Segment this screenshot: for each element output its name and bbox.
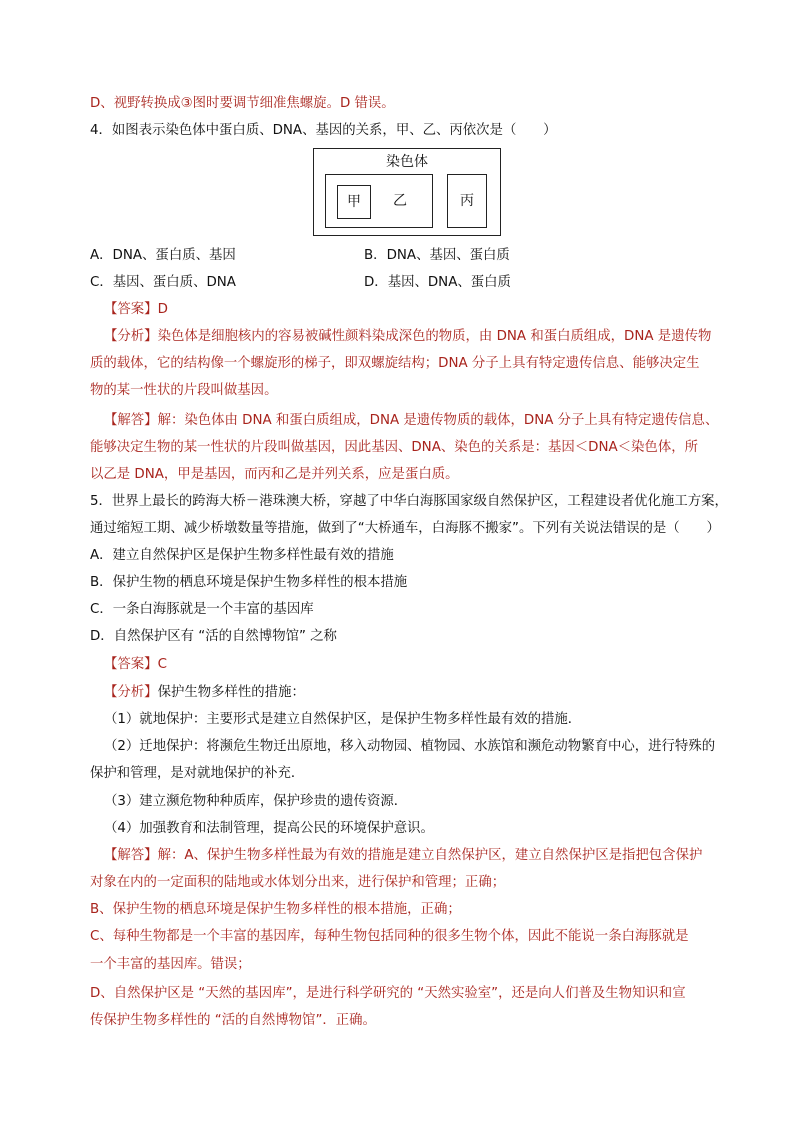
q5-solution-line-3: B、保护生物的栖息环境是保护生物多样性的根本措施，正确； bbox=[90, 902, 461, 917]
q5-solution-line-4: C、每种生物都是一个丰富的基因库，每种生物包括同种的很多生物个体，因此不能说一条白海豚就是 bbox=[90, 929, 689, 944]
q5-analysis-text-1: 保护生物多样性的措施： bbox=[157, 685, 305, 700]
q4-answer bbox=[104, 300, 168, 320]
q4-option-c: C．基因、蛋白质、DNA bbox=[90, 275, 236, 290]
q4-solution-line-1 bbox=[104, 411, 718, 431]
prev-option-d: D、视野转换成③图时要调节细准焦螺旋。D 错误。 bbox=[90, 96, 395, 111]
q5-analysis-point-2: （2）迁地保护：将濒危生物迁出原地，移入动物园、植物园、水族馆和濒危动物繁育中心，进行特殊的 bbox=[104, 739, 716, 754]
q5-analysis-point-1: （1）就地保护：主要形式是建立自然保护区，是保护生物多样性最有效的措施． bbox=[104, 712, 582, 727]
q4-option-a: A．DNA、蛋白质、基因 bbox=[90, 248, 236, 263]
q4-analysis-line-2: 质的载体，它的结构像一个螺旋形的梯子，即双螺旋结构；DNA 分子上具有特定遗传信息、能够决定生 bbox=[90, 356, 700, 371]
q4-answer-tag: 【答案】 bbox=[104, 302, 158, 317]
q5-answer bbox=[104, 655, 167, 675]
q5-answer-value: C bbox=[157, 657, 167, 672]
q5-analysis-point-4: （4）加强教育和法制管理，提高公民的环境保护意识。 bbox=[104, 821, 434, 836]
q5-stem-line-1: 5．世界上最长的跨海大桥－港珠澳大桥，穿越了中华白海豚国家级自然保护区，工程建设者优化施工方案， bbox=[90, 494, 728, 509]
q4-option-b: B．DNA、基因、蛋白质 bbox=[364, 248, 510, 263]
q5-solution-tag: 【解答】 bbox=[104, 848, 158, 863]
q4-analysis-line-1 bbox=[104, 327, 711, 347]
q4-option-d: D．基因、DNA、蛋白质 bbox=[364, 275, 511, 290]
q5-answer-tag: 【答案】 bbox=[104, 657, 158, 672]
q5-analysis-point-3: （3）建立濒危物种种质库，保护珍贵的遗传资源． bbox=[104, 794, 408, 809]
diagram-box-yi bbox=[325, 174, 433, 228]
q5-solution-line-6: D、自然保护区是 “天然的基因库”，是进行科学研究的 “天然实验室”，还是向人们普及生物知识和宣 bbox=[90, 986, 686, 1001]
diagram-box-jia: 甲 bbox=[337, 185, 371, 219]
q5-analysis-line-1 bbox=[104, 683, 305, 703]
q5-solution-text-1: 解：A、保护生物多样性最为有效的措施是建立自然保护区，建立自然保护区是指把包含保护 bbox=[157, 848, 703, 863]
q5-analysis-point-2-cont: 保护和管理，是对就地保护的补充． bbox=[90, 766, 305, 781]
q5-solution-line-5: 一个丰富的基因库。错误； bbox=[90, 957, 251, 972]
chromosome-diagram bbox=[313, 148, 501, 236]
diagram-title-chromosome: 染色体 bbox=[386, 154, 428, 170]
q5-option-b: B．保护生物的栖息环境是保护生物多样性的根本措施 bbox=[90, 575, 408, 590]
q4-stem: 4．如图表示染色体中蛋白质、DNA、基因的关系，甲、乙、丙依次是（ ） bbox=[90, 123, 557, 138]
q4-solution-text-1: 解：染色体由 DNA 和蛋白质组成，DNA 是遗传物质的载体，DNA 分子上具有特定遗传信息、 bbox=[157, 413, 719, 428]
q4-solution-line-2: 能够决定生物的某一性状的片段叫做基因，因此基因、DNA、染色的关系是：基因＜DNA＜染色体，所 bbox=[90, 440, 698, 455]
q5-solution-line-7: 传保护生物多样性的 “活的自然博物馆”．正确。 bbox=[90, 1013, 376, 1028]
q5-option-c: C．一条白海豚就是一个丰富的基因库 bbox=[90, 602, 314, 617]
diagram-label-yi: 乙 bbox=[393, 193, 407, 209]
q4-solution-tag: 【解答】 bbox=[104, 413, 158, 428]
q4-solution-line-3: 以乙是 DNA，甲是基因，而丙和乙是并列关系，应是蛋白质。 bbox=[90, 467, 459, 482]
q5-solution-line-1 bbox=[104, 846, 702, 866]
q5-stem-line-2: 通过缩短工期、减少桥墩数量等措施，做到了“大桥通车，白海豚不搬家”。下列有关说法错误的是（ ） bbox=[90, 521, 720, 536]
q5-solution-line-2: 对象在内的一定面积的陆地或水体划分出来，进行保护和管理；正确； bbox=[90, 875, 506, 890]
q5-analysis-tag: 【分析】 bbox=[104, 685, 158, 700]
q4-analysis-text-1: 染色体是细胞核内的容易被碱性颜料染成深色的物质，由 DNA 和蛋白质组成，DNA 是遗传物 bbox=[157, 329, 712, 344]
q4-analysis-line-3: 物的某一性状的片段叫做基因。 bbox=[90, 383, 278, 398]
q5-option-d: D．自然保护区有 “活的自然博物馆” 之称 bbox=[90, 629, 337, 644]
q5-option-a: A．建立自然保护区是保护生物多样性最有效的措施 bbox=[90, 548, 394, 563]
q4-answer-value: D bbox=[157, 302, 168, 317]
q4-analysis-tag: 【分析】 bbox=[104, 329, 158, 344]
diagram-box-bing: 丙 bbox=[447, 174, 487, 228]
